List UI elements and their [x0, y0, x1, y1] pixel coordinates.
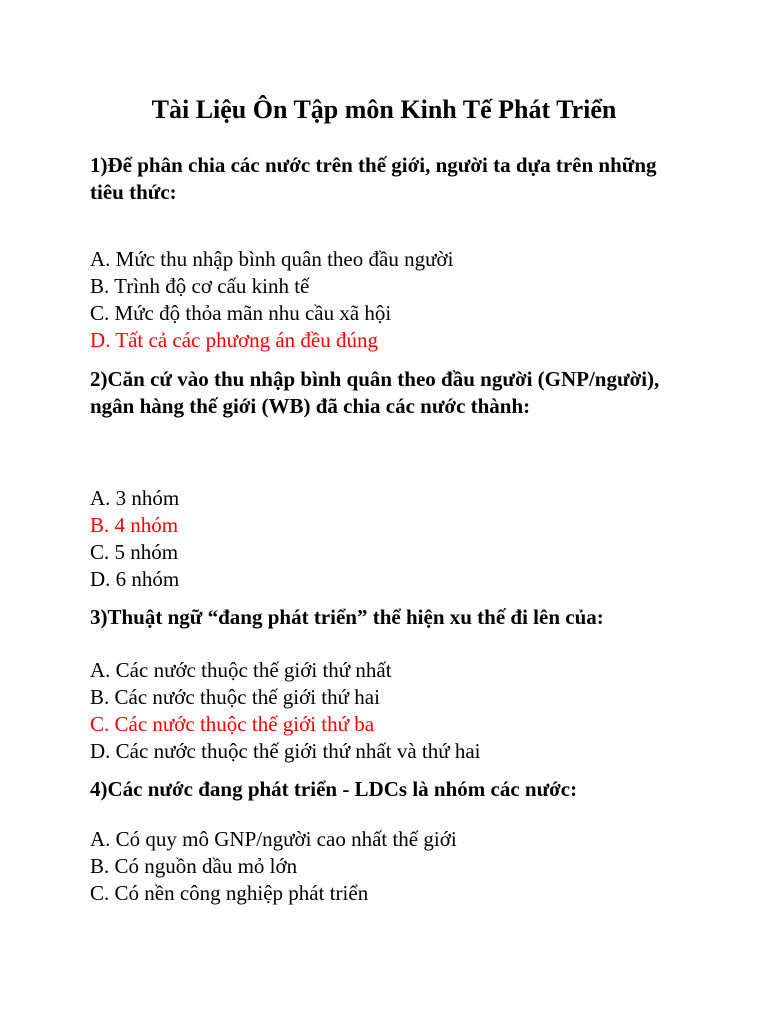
option: B. Trình độ cơ cấu kinh tế: [90, 274, 310, 298]
option-correct: C. Các nước thuộc thế giới thứ ba: [90, 712, 375, 736]
option: A. 3 nhóm: [90, 486, 180, 510]
option: B. Các nước thuộc thế giới thứ hai: [90, 685, 380, 709]
question-1-options: [90, 246, 710, 354]
question-2: 2)Căn cứ vào thu nhập bình quân theo đầu người (GNP/người), ngân hàng thế giới (WB) đã chia các nước thành:: [90, 367, 660, 418]
question-4: 4)Các nước đang phát triển - LDCs là nhóm các nước:: [90, 777, 578, 801]
option: A. Các nước thuộc thế giới thứ nhất: [90, 658, 392, 682]
option: C. Có nền công nghiệp phát triển: [90, 881, 369, 905]
option: D. 6 nhóm: [90, 567, 180, 591]
option: B. Có nguồn dầu mỏ lớn: [90, 854, 298, 878]
document-title: Tài Liệu Ôn Tập môn Kinh Tế Phát Triển: [151, 95, 617, 124]
option: A. Có quy mô GNP/người cao nhất thế giới: [90, 827, 457, 851]
option-correct: B. 4 nhóm: [90, 513, 179, 537]
question-1: 1)Để phân chia các nước trên thế giới, người ta dựa trên những tiêu thức:: [90, 153, 657, 204]
question-3: 3)Thuật ngữ “đang phát triển” thể hiện xu thế đi lên của:: [90, 605, 604, 629]
option: A. Mức thu nhập bình quân theo đầu người: [90, 247, 454, 271]
option: D. Các nước thuộc thế giới thứ nhất và thứ hai: [90, 739, 481, 763]
option-correct: D. Tất cả các phương án đều đúng: [90, 328, 379, 352]
question-2-options: [90, 485, 710, 593]
question-3-options: [90, 657, 710, 765]
question-4-options: [90, 826, 710, 907]
option: C. Mức độ thỏa mãn nhu cầu xã hội: [90, 301, 392, 325]
option: C. 5 nhóm: [90, 540, 179, 564]
